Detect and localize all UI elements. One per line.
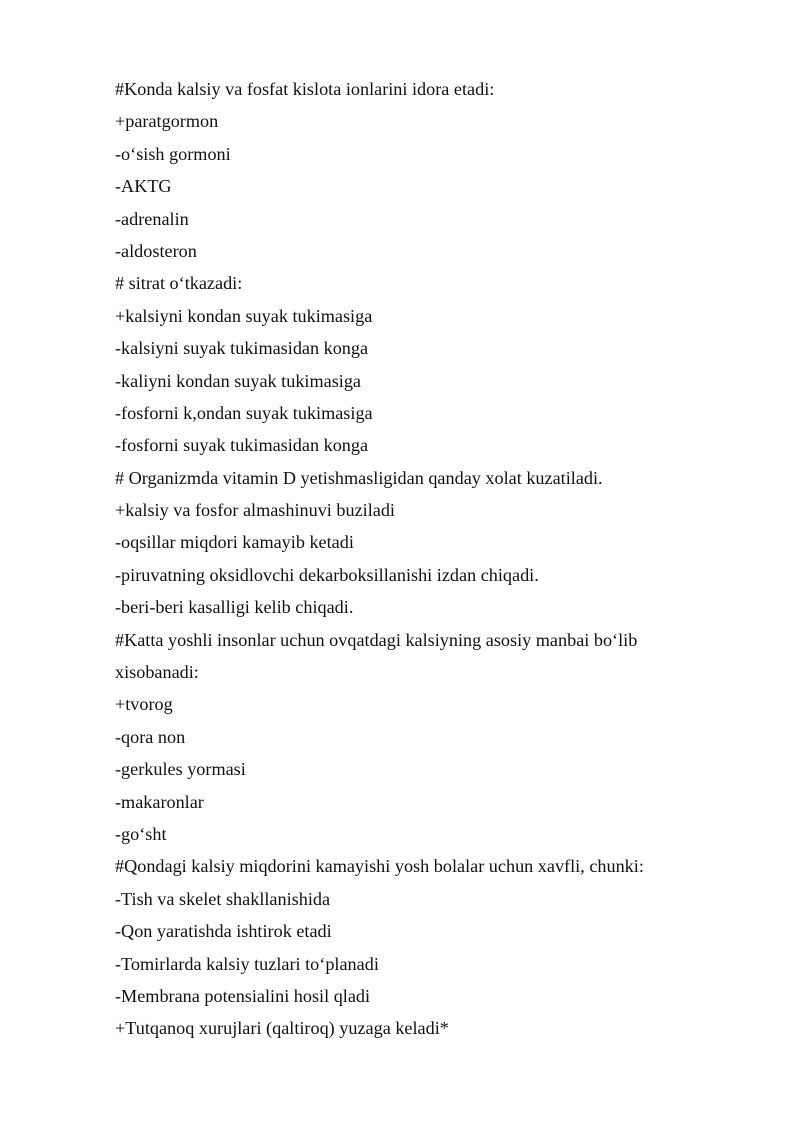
answer-option-line: -oqsillar miqdori kamayib ketadi — [115, 532, 354, 553]
answer-option-line: -Tomirlarda kalsiy tuzlari to‘planadi — [115, 953, 379, 974]
question-line: # Organizmda vitamin D yetishmasligidan qanday xolat kuzatiladi. — [115, 467, 603, 488]
answer-option-line: -Tish va skelet shakllanishida — [115, 888, 331, 909]
answer-option-line: -piruvatning oksidlovchi dekarboksillanishi izdan chiqadi. — [115, 564, 539, 585]
answer-option-line: -kaliyni kondan suyak tukimasiga — [115, 370, 361, 391]
answer-option-line: -AKTG — [115, 176, 172, 197]
answer-option-line: -qora non — [115, 726, 186, 747]
answer-option-line: -gerkules yormasi — [115, 759, 246, 780]
answer-option-line: -kalsiyni suyak tukimasidan konga — [115, 338, 369, 359]
answer-option-line: -o‘sish gormoni — [115, 143, 231, 164]
correct-answer-line: +kalsiyni kondan suyak tukimasiga — [115, 305, 373, 326]
question-line: # sitrat o‘tkazadi: — [115, 273, 243, 294]
answer-option-line: -beri-beri kasalligi kelib chiqadi. — [115, 597, 354, 618]
question-line: #Katta yoshli insonlar uchun ovqatdagi kalsiyning asosiy manbai bo‘lib — [115, 629, 638, 650]
correct-answer-line: +tvorog — [115, 694, 173, 715]
correct-answer-line: +paratgormon — [115, 111, 219, 132]
question-line: #Qondagi kalsiy miqdorini kamayishi yosh bolalar uchun xavfli, chunki: — [115, 856, 644, 877]
question-line-continuation: xisobanadi: — [115, 662, 199, 683]
answer-option-line: -Qon yaratishda ishtirok etadi — [115, 921, 332, 942]
question-line: #Konda kalsiy va fosfat kislota ionlarini idora etadi: — [115, 79, 495, 99]
answer-option-line: -makaronlar — [115, 791, 204, 812]
answer-option-line: -go‘sht — [115, 823, 167, 844]
answer-option-line: -fosforni k,ondan suyak tukimasiga — [115, 402, 373, 423]
correct-answer-line: +kalsiy va fosfor almashinuvi buziladi — [115, 500, 395, 521]
correct-answer-line: +Tutqanoq xurujlari (qaltiroq) yuzaga keladi* — [115, 1018, 449, 1039]
answer-option-line: -fosforni suyak tukimasidan konga — [115, 435, 369, 456]
answer-option-line: -adrenalin — [115, 208, 189, 229]
answer-option-line: -Membrana potensialini hosil qladi — [115, 985, 371, 1006]
document-text-block — [115, 73, 715, 1045]
answer-option-line: -aldosteron — [115, 240, 197, 261]
